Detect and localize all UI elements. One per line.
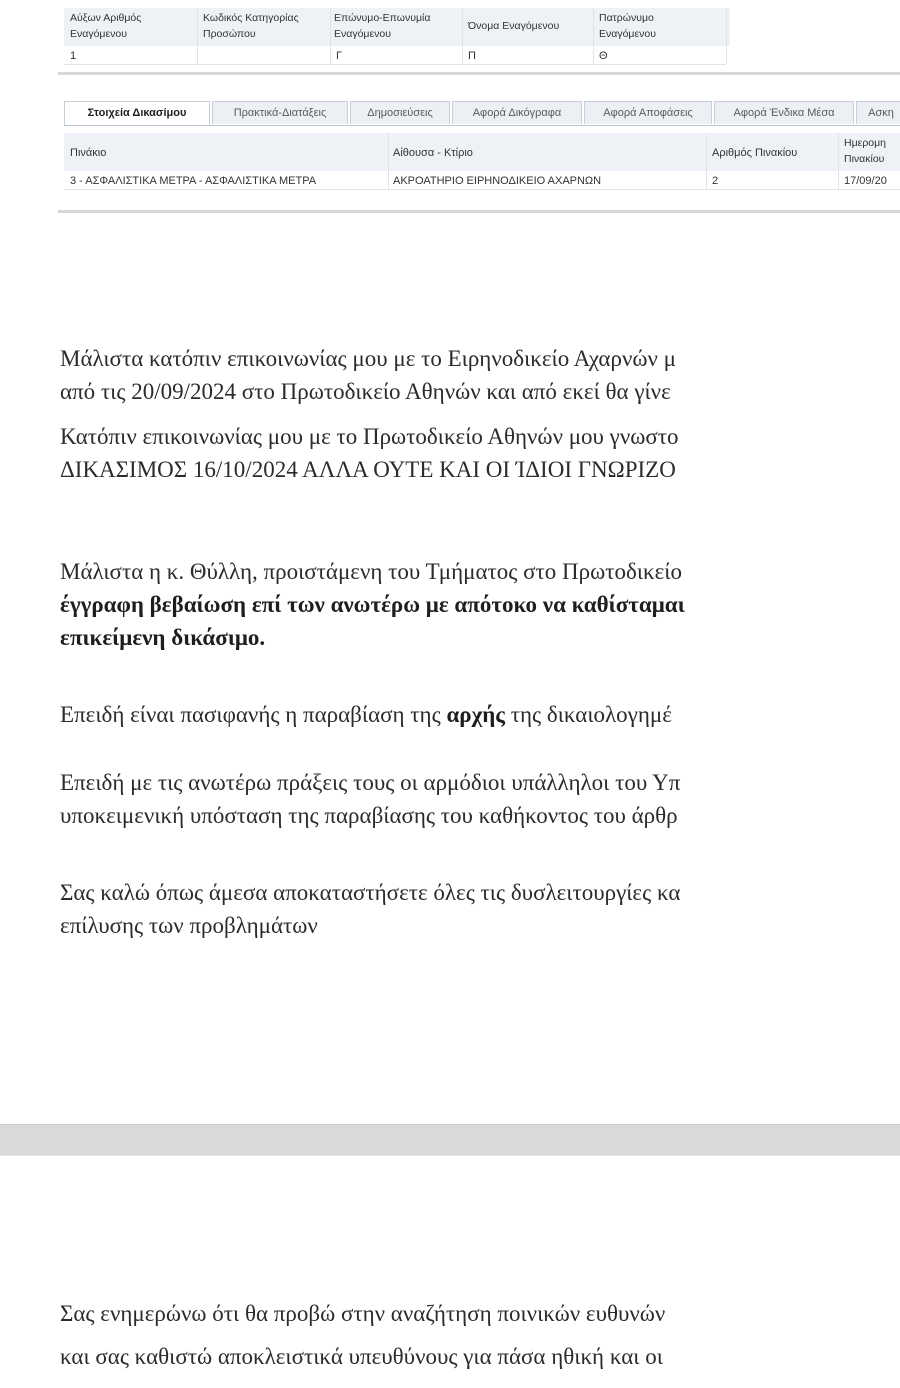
tab-related-appeals[interactable]: Αφορά Ένδικα Μέσα <box>714 101 854 124</box>
docket-date-value: 17/09/20 <box>844 175 887 187</box>
paragraph-3-bold-1: έγγραφη βεβαίωση επί των ανωτέρω με απότοκο να καθίσταμαι <box>60 592 685 617</box>
col-header-docket-date: Ημερομη Πινακίου <box>844 137 887 165</box>
paragraph-3 <box>60 555 900 654</box>
paragraph-3-bold-2: επικείμενη δικάσιμο. <box>60 625 266 650</box>
paragraph-5-line-2: υποκειμενική υπόσταση της παραβίασης του καθήκοντος του άρθρ <box>60 803 678 828</box>
col-header-category: Κωδικός Κατηγορίας Προσώπου <box>203 12 299 40</box>
paragraph-1-line-2: από τις 20/09/2024 στο Πρωτοδικείο Αθηνών και από εκεί θα γίνε <box>60 379 671 404</box>
defendant-category-value: Γ <box>336 50 343 62</box>
paragraph-4 <box>60 698 900 731</box>
paragraph-4-pre: Επειδή είναι πασιφανής η παραβίαση της <box>60 702 447 727</box>
defendant-table-panel <box>58 0 900 72</box>
col-header-surname: Επώνυμο-Επωνυμία Εναγόμενου <box>334 12 431 40</box>
defendant-serial-value: 1 <box>70 50 77 62</box>
paragraph-4-bold: αρχής <box>446 702 505 727</box>
paragraph-3-line-3 <box>60 621 900 654</box>
tab-bar <box>64 101 900 126</box>
col-header-serial: Αύξων Αριθμός Εναγόμενου <box>70 12 142 40</box>
col-header-courtroom: Αίθουσα - Κτίριο <box>393 147 473 159</box>
tab-related-filings[interactable]: Αφορά Δικόγραφα <box>452 101 582 124</box>
paragraph-3-line-1: Μάλιστα η κ. Θύλλη, προιστάμενη του Τμήματος στο Πρωτοδικείο <box>60 559 682 584</box>
paragraph-5 <box>60 766 900 832</box>
docket-value: 3 - ΑΣΦΑΛΙΣΤΙΚΑ ΜΕΤΡΑ - ΑΣΦΑΛΙΣΤΙΚΑ ΜΕΤΡΑ <box>70 175 317 187</box>
col-header-patronymic: Πατρώνυμο Εναγόμενου <box>599 12 656 40</box>
court-session-panel <box>58 95 900 213</box>
tab-court-session[interactable]: Στοιχεία Δικασίμου <box>64 101 210 125</box>
tab-publications[interactable]: Δημοσιεύσεις <box>350 101 450 124</box>
defendant-patronymic-value: Θ <box>599 50 608 62</box>
paragraph-7 <box>60 1292 900 1378</box>
paragraph-5-line-1: Επειδή με τις ανωτέρω πράξεις τους οι αρμόδιοι υπάλληλοι του Υπ <box>60 770 681 795</box>
page-break-band <box>0 1124 900 1156</box>
paragraph-6 <box>60 876 900 942</box>
paragraph-1-line-1: Μάλιστα κατόπιν επικοινωνίας μου με το Ειρηνοδικείο Αχαρνών μ <box>60 346 676 371</box>
paragraph-4-post: της δικαιολογημέ <box>504 702 672 727</box>
tab-more[interactable]: Ασκη <box>856 101 900 124</box>
docket-number-value: 2 <box>712 175 719 187</box>
paragraph-1 <box>60 342 900 408</box>
paragraph-6-line-2: επίλυσης των προβλημάτων <box>60 913 318 938</box>
col-header-docket-number: Αριθμός Πινακίου <box>712 147 798 159</box>
col-header-docket: Πινάκιο <box>70 147 107 159</box>
paragraph-6-line-1: Σας καλώ όπως άμεσα αποκαταστήσετε όλες τις δυσλειτουργίες κα <box>60 880 681 905</box>
tab-minutes-provisions[interactable]: Πρακτικά-Διατάξεις <box>212 101 348 124</box>
paragraph-2-line-2: ΔΙΚΑΣΙΜΟΣ 16/10/2024 ΑΛΛΑ ΟΥΤΕ ΚΑΙ ΟΙ ΊΔΙΟΙ ΓΝΩΡΙΖΟ <box>60 457 676 482</box>
tab-related-decisions[interactable]: Αφορά Αποφάσεις <box>584 101 712 124</box>
paragraph-2 <box>60 420 900 486</box>
col-header-name: Όνομα Εναγόμενου <box>468 20 560 32</box>
defendant-name-value: Π <box>468 50 476 62</box>
paragraph-3-line-2 <box>60 588 900 621</box>
paragraph-2-line-1: Κατόπιν επικοινωνίας μου με το Πρωτοδικείο Αθηνών μου γνωστο <box>60 424 679 449</box>
paragraph-7-line-1: Σας ενημερώνω ότι θα προβώ στην αναζήτηση ποινικών ευθυνών <box>60 1301 666 1326</box>
paragraph-7-line-2: και σας καθιστώ αποκλειστικά υπευθύνους για πάσα ηθική και οι <box>60 1344 663 1369</box>
courtroom-value: ΑΚΡΟΑΤΗΡΙΟ ΕΙΡΗΝΟΔΙΚΕΙΟ ΑΧΑΡΝΩΝ <box>393 175 602 187</box>
